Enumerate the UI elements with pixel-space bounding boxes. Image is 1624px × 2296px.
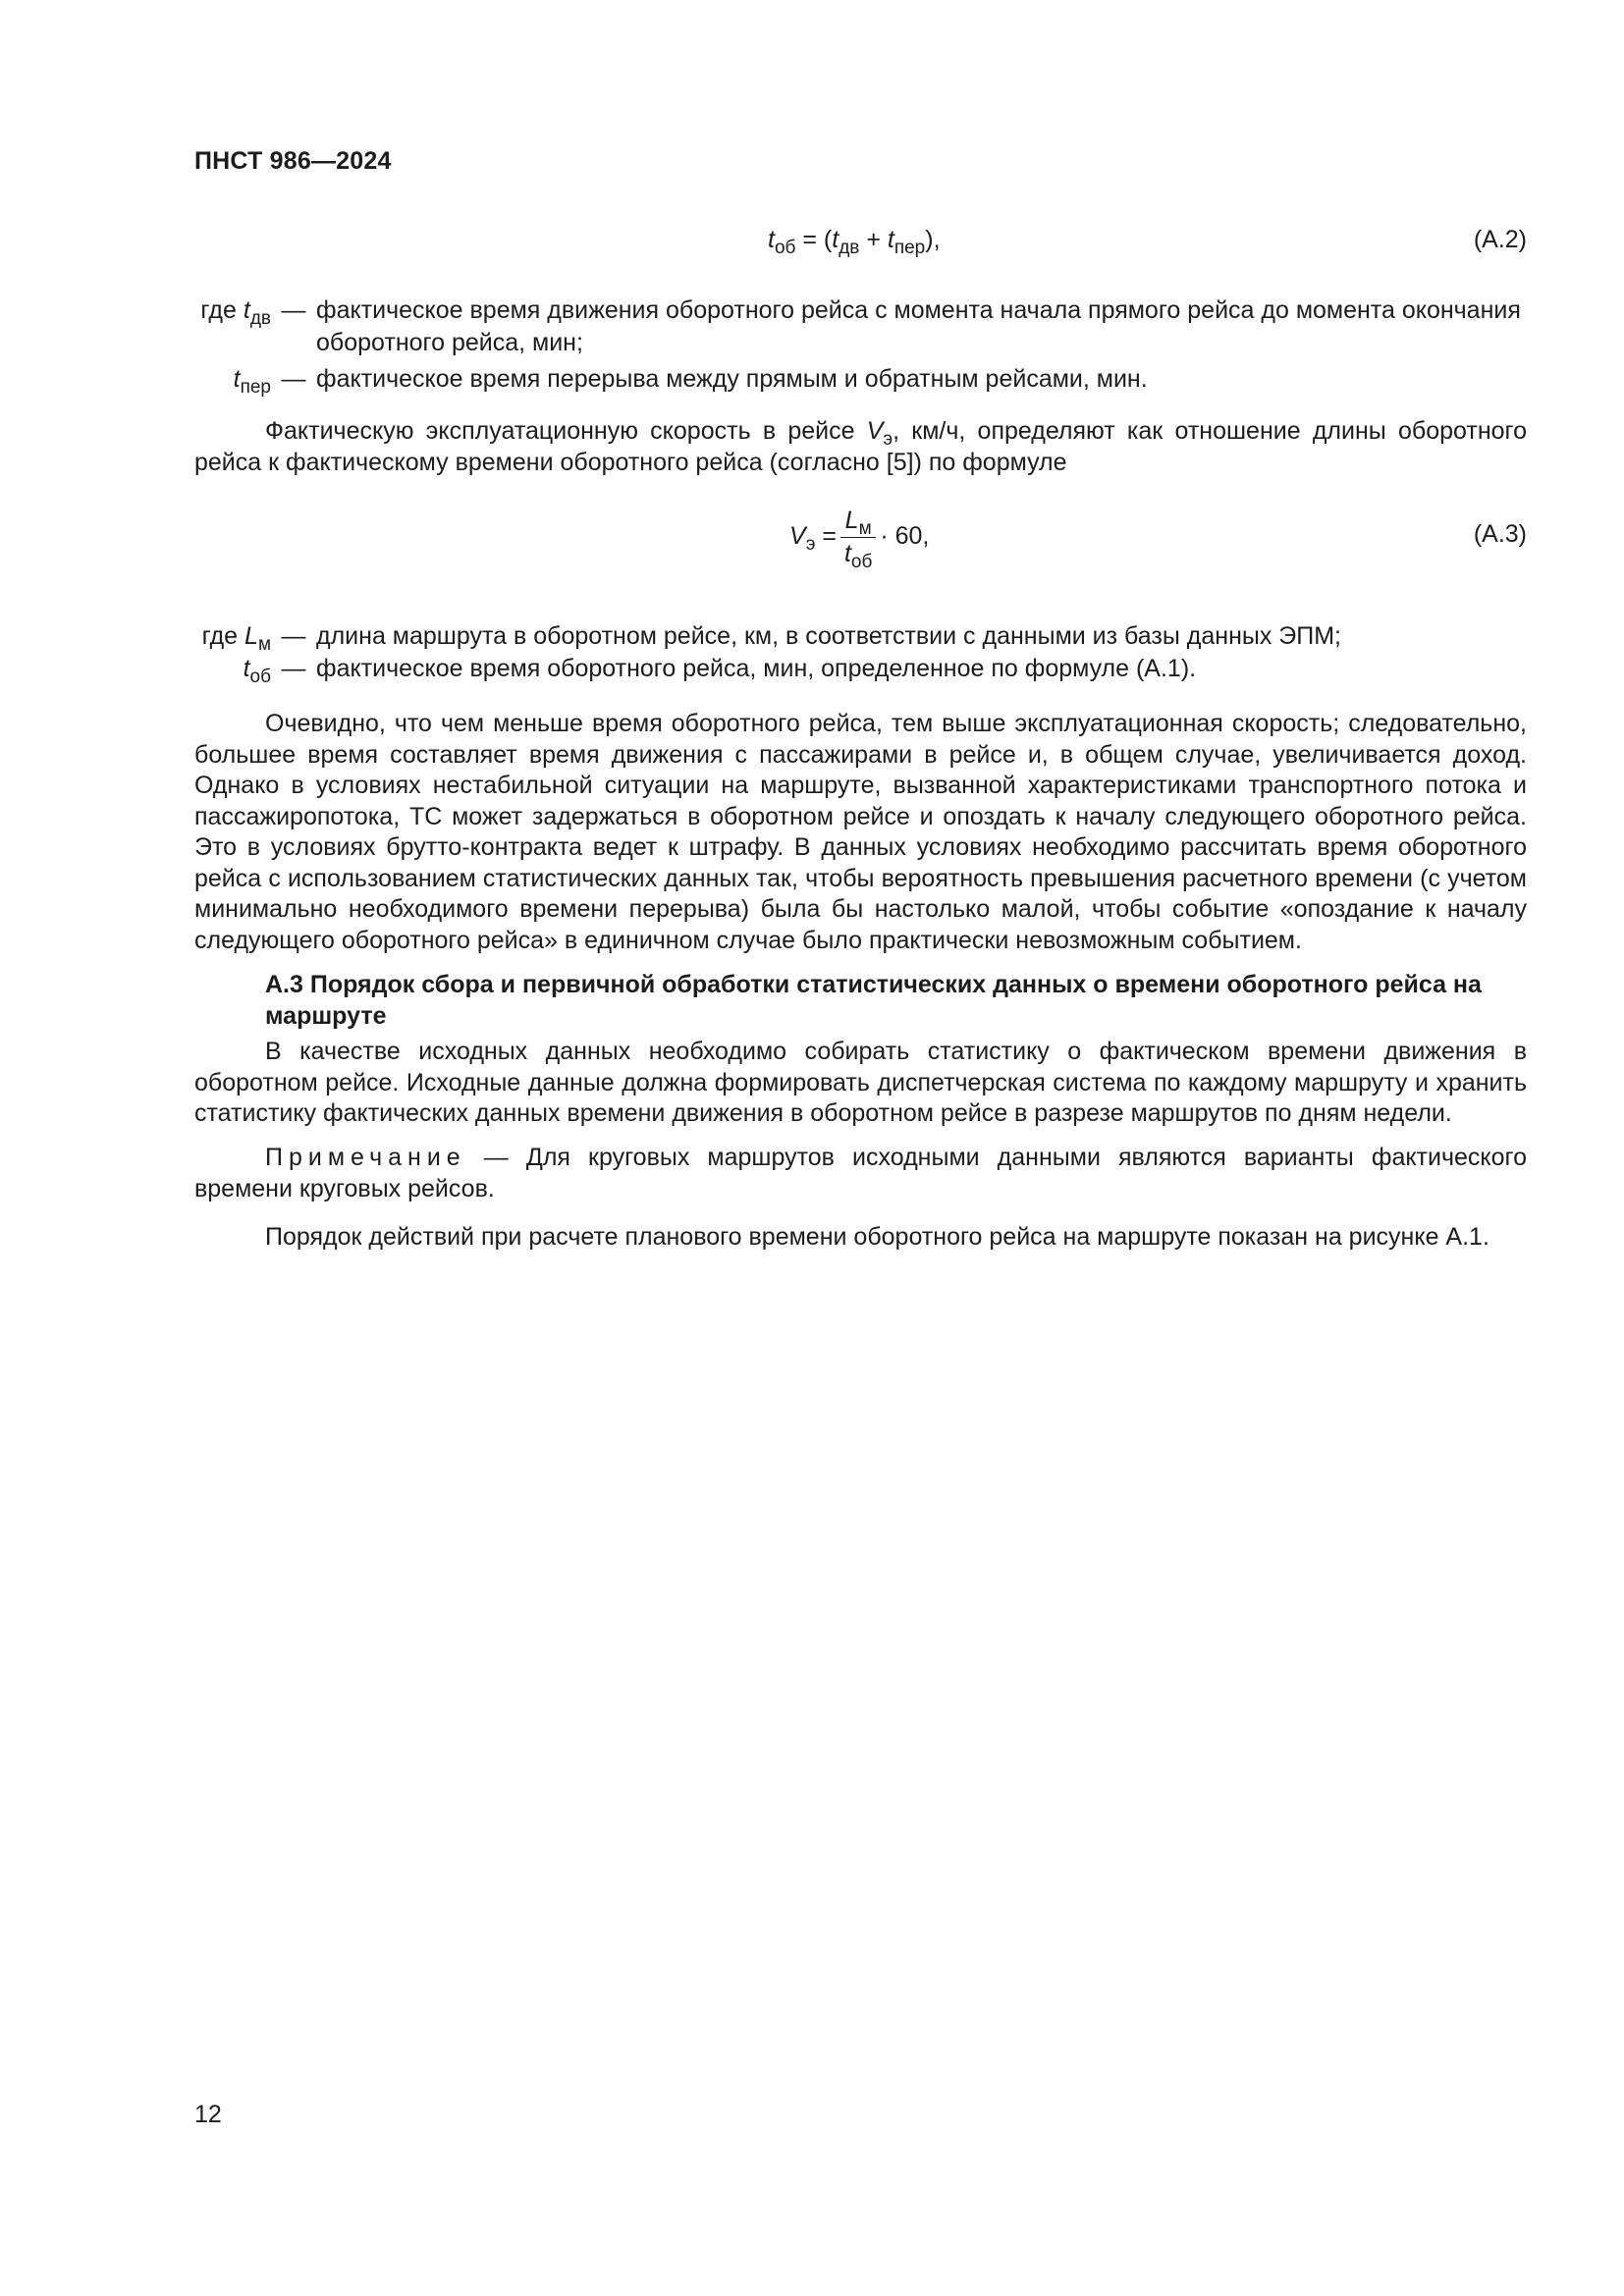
where-item	[194, 653, 1527, 685]
where-item	[194, 294, 1527, 359]
paragraph-turnaround-reasoning: Очевидно, что чем меньше время оборотного рейса, тем выше эксплуатационная скорость; следовательно, большее время составляет время движения с пассажирами в рейсе и, в общем случае, увеличивается доход. Однако в условиях нестабильной ситуации на маршруте, вызванной характеристиками транспортного потока и пассажиропотока, ТС может задержаться в оборотном рейсе и опоздать к началу следующего оборотного рейса. Это в условиях брутто-контракта ведет к штрафу. В данных условиях необходимо рассчитать время оборотного рейса с использованием статистических данных так, чтобы вероятность превышения расчетного времени (с учетом минимально необходимого времени перерыва) была бы настолько малой, чтобы событие «опоздание к началу следующего оборотного рейса» в единичном случае было практически невозможным событием.	[194, 710, 1527, 954]
fraction-denominator: $t_{об}$	[843, 540, 873, 572]
paragraph-speed-definition: Фактическую эксплуатационную скорость в рейсе $V_э$, км/ч, определяют как отношение длины оборотного рейса к фактическому времени оборотного рейса (согласно [5]) по формуле	[194, 417, 1528, 476]
where-dash: —	[281, 296, 306, 324]
where-symbol: $t_{пер}$	[233, 365, 271, 398]
formula-a3	[194, 501, 1527, 579]
where-dash: —	[281, 655, 306, 682]
where-block-a3	[194, 620, 1527, 685]
where-item	[194, 363, 1527, 396]
paragraph-source-data: В качестве исходных данных необходимо собирать статистику о фактическом времени движения в оборотном рейсе. Исходные данные должна формировать диспетчерская система по каждому маршруту и хранить статистику фактических данных времени движения в оборотном рейсе в разрезе маршрутов по дням недели.	[194, 1038, 1527, 1127]
where-symbol: $t_{об}$	[243, 655, 271, 687]
note-text: — Для круговых маршрутов исходными данными являются варианты фактического времени круговых рейсов.	[194, 1144, 1527, 1202]
formula-a3-expression	[789, 507, 930, 572]
fraction-numerator: $L_м$	[840, 507, 876, 538]
where-symbol: где $L_м$	[201, 622, 271, 655]
formula-operator: · 60,	[880, 522, 930, 551]
where-block-a2	[194, 294, 1527, 396]
formula-symbol: t	[768, 226, 775, 253]
formula-operator: = (	[795, 226, 833, 253]
where-text: длина маршрута в оборотном рейсе, км, в соответствии с данными из базы данных ЭПМ;	[316, 622, 1342, 650]
note-paragraph	[194, 1143, 1527, 1204]
formula-symbol: t	[832, 226, 839, 253]
formula-operator: =	[815, 522, 837, 551]
where-dash: —	[281, 365, 306, 393]
page-number: 12	[194, 2101, 222, 2128]
formula-operator: +	[859, 226, 888, 253]
formula-fraction	[840, 507, 876, 572]
formula-subscript: э	[805, 534, 816, 556]
document-header: ПНСТ 986—2024	[194, 147, 392, 175]
formula-operator: ),	[925, 226, 941, 253]
section-a3-title: А.3 Порядок сбора и первичной обработки статистических данных о времени оборотного рейса на маршруте	[265, 971, 1482, 1030]
formula-subscript: пер	[893, 238, 926, 258]
formula-symbol: V	[789, 522, 806, 551]
note-label: Примечание	[265, 1144, 466, 1171]
formula-symbol: t	[887, 226, 894, 253]
where-text: фактическое время оборотного рейса, мин, определенное по формуле (А.1).	[316, 655, 1197, 682]
formula-number: (А.2)	[1473, 226, 1527, 253]
where-text: фактическое время движения оборотного рейса с момента начала прямого рейса до момента окончания оборотного рейса, мин;	[316, 296, 1521, 356]
where-dash: —	[281, 622, 306, 650]
formula-subscript: об	[774, 238, 796, 258]
where-item	[194, 620, 1527, 653]
where-text: фактическое время перерыва между прямым и обратным рейсами, мин.	[316, 365, 1148, 393]
formula-a2-expression	[768, 226, 941, 258]
formula-subscript: дв	[839, 238, 860, 258]
where-symbol: где $t_{дв}$	[200, 296, 271, 329]
formula-number: (А.3)	[1473, 520, 1527, 548]
paragraph-procedure-reference: Порядок действий при расчете планового времени оборотного рейса на маршруте показан на рисунке А.1.	[265, 1223, 1489, 1251]
